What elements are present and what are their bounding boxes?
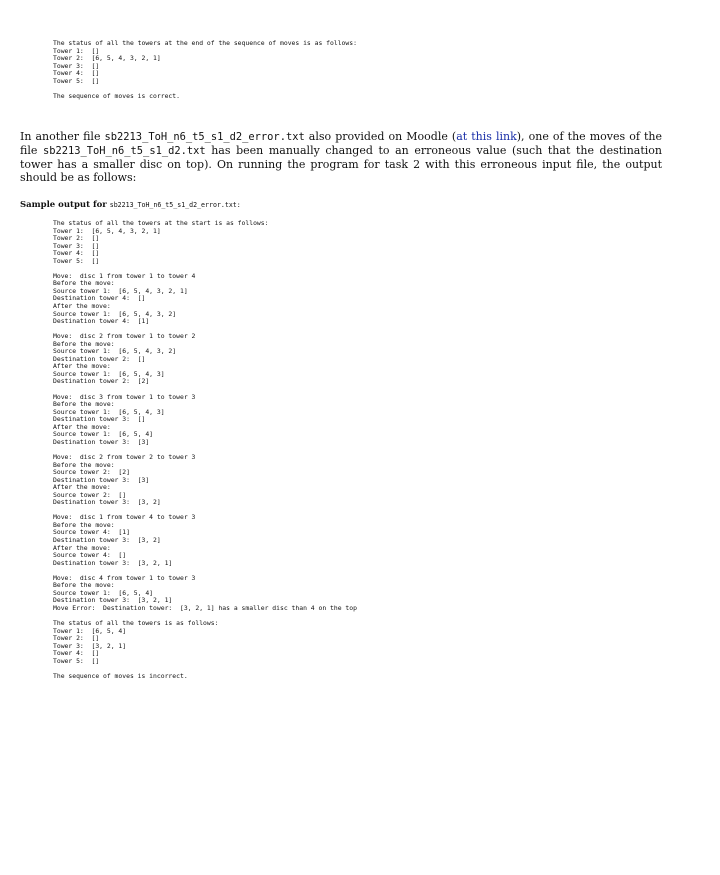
sample-output-line: The sequence of moves is incorrect. [53, 672, 188, 680]
sample-output-line: Destination tower 3: [3, 2] [53, 536, 161, 544]
sample-output-heading [20, 200, 241, 210]
sample-output-line: Move Error: Destination tower: [3, 2, 1] has a smaller disc than 4 on the top [53, 604, 357, 612]
sample-output-line: Tower 1: [6, 5, 4, 3, 2, 1] [53, 227, 161, 235]
sample-output-line: Before the move: [53, 401, 115, 409]
moodle-link[interactable]: at this link [456, 130, 517, 143]
blank-line [53, 85, 357, 93]
blank-line [53, 446, 357, 454]
sample-output-line: Destination tower 4: [1] [53, 318, 150, 326]
top-output-line: Tower 4: [] [53, 70, 100, 78]
sample-output-line: Destination tower 3: [] [53, 416, 146, 424]
top-output-line: The status of all the towers at the end of the sequence of moves is as follows: [53, 40, 357, 47]
paragraph-text-2: also provided on Moodle ( [304, 130, 457, 143]
paragraph-text-4: has been manually changed to an erroneous value (such that the destination tower has a smaller disc on top). On running the program for task 2 with this erroneous input file, the output should be as follows: [20, 144, 662, 184]
top-output-block [0, 40, 357, 100]
sample-output-line: Source tower 1: [6, 5, 4, 3] [53, 370, 165, 378]
blank-line [53, 386, 357, 394]
sample-output-line: Tower 4: [] [53, 650, 100, 658]
blank-line [53, 567, 357, 575]
top-output-line: Tower 2: [6, 5, 4, 3, 2, 1] [53, 55, 161, 63]
paragraph-text-3: ), one of the moves of the file [20, 130, 662, 157]
sample-output-line: Before the move: [53, 582, 115, 590]
sample-output-line: Destination tower 2: [2] [53, 378, 150, 386]
sample-output-line: Tower 2: [] [53, 635, 100, 643]
blank-line [53, 507, 357, 515]
sample-output-line: Move: disc 1 from tower 4 to tower 3 [53, 514, 196, 522]
sample-output-line: After the move: [53, 484, 111, 492]
sample-output-line: After the move: [53, 303, 111, 311]
sample-output-line: Before the move: [53, 461, 115, 469]
sample-output-line: Source tower 1: [6, 5, 4] [53, 431, 154, 439]
sample-output-line: The status of all the towers is as follows: [53, 619, 219, 627]
sample-output-line: Before the move: [53, 340, 115, 348]
top-output-line: The sequence of moves is correct. [53, 92, 180, 100]
sample-output-line: Source tower 2: [] [53, 491, 127, 499]
sample-output-line: Tower 4: [] [53, 250, 100, 258]
original-file-name: sb2213_ToH_n6_t5_s1_d2.txt [42, 145, 206, 157]
sample-heading-label: Sample output for [20, 200, 110, 210]
sample-output-line: Tower 5: [] [53, 657, 100, 665]
sample-output-line: Source tower 1: [6, 5, 4, 3, 2] [53, 348, 177, 356]
sample-output-line: Move: disc 4 from tower 1 to tower 3 [53, 574, 196, 582]
sample-output-line: After the move: [53, 544, 111, 552]
sample-output-line: Source tower 4: [] [53, 552, 127, 560]
sample-output-line: Destination tower 3: [3, 2] [53, 499, 161, 507]
sample-output-line: Source tower 2: [2] [53, 469, 130, 477]
sample-output-line: Destination tower 2: [] [53, 355, 146, 363]
sample-heading-file: sb2213_ToH_n6_t5_s1_d2_error.txt: [109, 201, 241, 209]
sample-output-line: Source tower 1: [6, 5, 4, 3, 2, 1] [53, 287, 188, 295]
sample-output-line: Destination tower 3: [3] [53, 438, 150, 446]
sample-output-line: Destination tower 4: [] [53, 295, 146, 303]
sample-output-line: Tower 3: [3, 2, 1] [53, 642, 127, 650]
sample-output-line: Source tower 1: [6, 5, 4] [53, 589, 154, 597]
sample-output-line: Destination tower 3: [3] [53, 476, 150, 484]
blank-line [53, 326, 357, 334]
blank-line [53, 612, 357, 620]
sample-output-line: Tower 3: [] [53, 242, 100, 250]
top-output-line: Tower 3: [] [53, 62, 100, 70]
error-file-name: sb2213_ToH_n6_t5_s1_d2_error.txt [104, 131, 305, 143]
blank-line [53, 265, 357, 273]
paragraph-text-1: In another file [20, 130, 105, 143]
sample-output-line: After the move: [53, 423, 111, 431]
sample-output-line: Tower 2: [] [53, 235, 100, 243]
sample-output-line: Before the move: [53, 521, 115, 529]
sample-output-line: Move: disc 1 from tower 1 to tower 4 [53, 272, 196, 280]
sample-output-line: Destination tower 3: [3, 2, 1] [53, 559, 173, 567]
sample-output-line: Move: disc 3 from tower 1 to tower 3 [53, 393, 196, 401]
sample-output-line: Source tower 4: [1] [53, 529, 130, 537]
sample-output-line: Move: disc 2 from tower 2 to tower 3 [53, 453, 196, 461]
sample-output-line: Destination tower 3: [3, 2, 1] [53, 597, 173, 605]
sample-output-line: Tower 1: [6, 5, 4] [53, 627, 127, 635]
sample-output-block [0, 220, 357, 680]
top-output-line: Tower 1: [] [53, 47, 100, 55]
sample-output-line: After the move: [53, 363, 111, 371]
blank-line [53, 665, 357, 673]
sample-output-line: Tower 5: [] [53, 257, 100, 265]
sample-output-line: Source tower 1: [6, 5, 4, 3] [53, 408, 165, 416]
sample-output-line: Before the move: [53, 280, 115, 288]
top-output-line: Tower 5: [] [53, 77, 100, 85]
sample-output-line: The status of all the towers at the start is as follows: [53, 220, 269, 227]
sample-output-line: Move: disc 2 from tower 1 to tower 2 [53, 333, 196, 341]
explanation-paragraph [20, 130, 662, 184]
sample-output-line: Source tower 1: [6, 5, 4, 3, 2] [53, 310, 177, 318]
